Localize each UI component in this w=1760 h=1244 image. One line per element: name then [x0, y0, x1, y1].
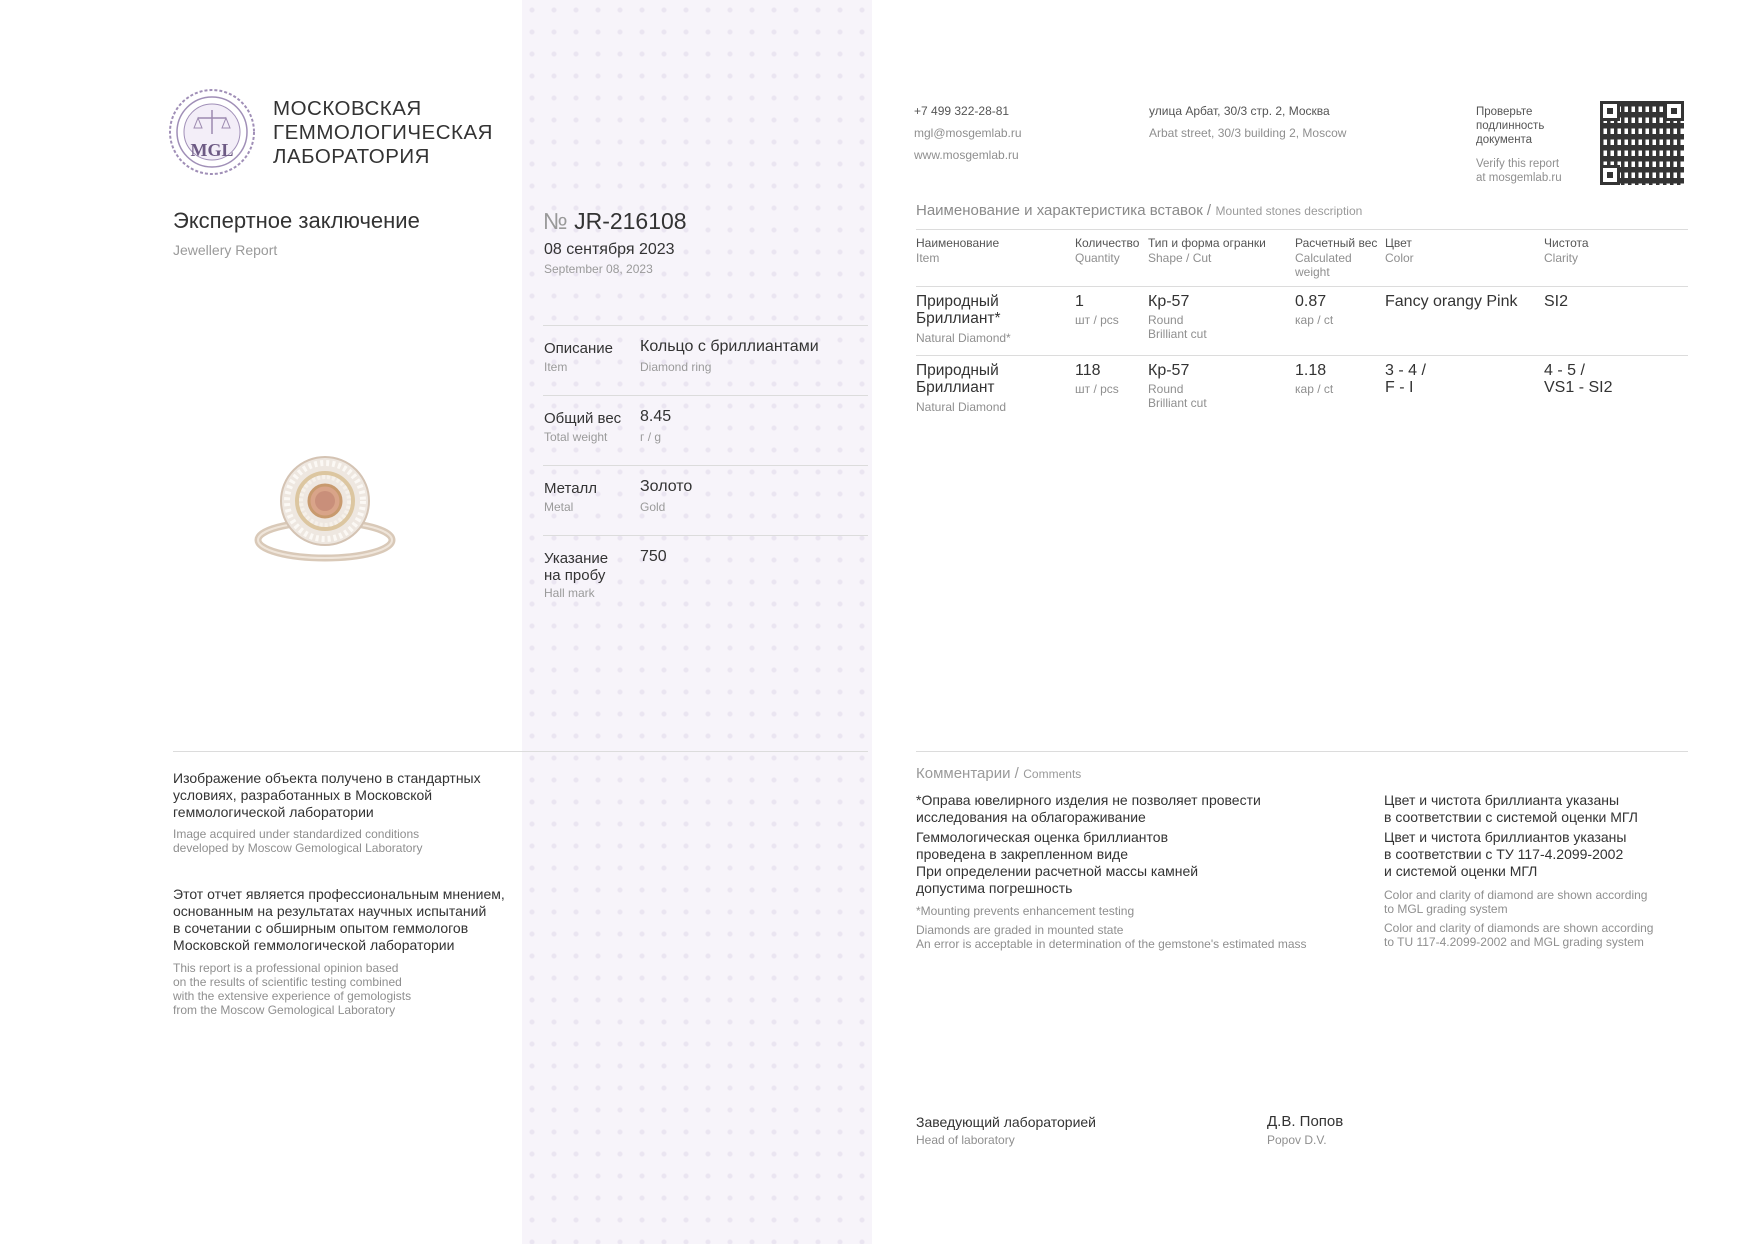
detail-label-ru: Указание на пробу — [544, 550, 609, 584]
detail-label-en: Metal — [544, 500, 574, 514]
lab-logo — [168, 88, 256, 176]
detail-label-en: Hall mark — [544, 586, 595, 600]
detail-divider — [543, 465, 868, 466]
disclaimer-en: This report is a professional opinion based on the results of scientific testing combined with the extensive experience of gemologists from the Moscow Gemological Laboratory — [173, 961, 412, 1017]
detail-divider — [543, 395, 868, 396]
report-date-en: September 08, 2023 — [544, 262, 653, 276]
ring-image — [250, 455, 400, 565]
table-rule — [916, 286, 1688, 287]
stone-cut-ru: Кр-57 — [1148, 293, 1190, 310]
stone-color: Fancy orangy Pink — [1385, 293, 1518, 310]
stone-clarity: SI2 — [1544, 293, 1569, 310]
verify-text-ru: Проверьте подлинность документа — [1476, 106, 1545, 146]
background-pattern-band — [522, 0, 872, 1244]
table-header-row — [916, 235, 1688, 283]
comment-en: *Mounting prevents enhancement testing — [916, 904, 1135, 918]
detail-value-ru: 8.45 — [640, 408, 672, 425]
verify-text-en: Verify this report at mosgemlab.ru — [1476, 158, 1562, 184]
stones-heading-en: Mounted stones description — [1215, 204, 1363, 218]
detail-divider — [543, 325, 868, 326]
comment-en: Diamonds are graded in mounted state An error is acceptable in determination of the gemstone's estimated mass — [916, 923, 1307, 951]
comment-ru: Цвет и чистота бриллианта указаны в соответствии с системой оценки МГЛ — [1384, 792, 1638, 825]
table-top-rule — [916, 229, 1688, 230]
comment-en: Color and clarity of diamonds are shown according to TU 117-4.2099-2002 and MGL grading system — [1384, 921, 1654, 949]
table-row — [916, 293, 1688, 353]
comment-ru: Цвет и чистота бриллиантов указаны в соответствии с ТУ 117-4.2099-2002 и системой оценки МГЛ — [1384, 829, 1627, 879]
comments-heading — [916, 765, 1081, 783]
report-title-en: Jewellery Report — [173, 242, 278, 258]
column-header: Расчетный вес Calculated weight — [1295, 236, 1378, 279]
comments-heading-en: Comments — [1023, 767, 1082, 781]
stone-weight-unit: кар / ct — [1295, 382, 1334, 396]
stone-color: 3 - 4 / F - I — [1385, 362, 1426, 396]
table-row — [916, 362, 1688, 422]
column-header: Чистота Clarity — [1544, 236, 1589, 265]
qr-code[interactable] — [1600, 101, 1684, 185]
signature-role-ru: Заведующий лабораторией — [916, 1114, 1096, 1130]
logo-monogram: MGL — [190, 140, 234, 160]
image-note-ru: Изображение объекта получено в стандартных условиях, разработанных в Московской геммологической лаборатории — [173, 770, 481, 820]
stone-quantity-unit: шт / pcs — [1075, 382, 1119, 396]
stone-cut-ru: Кр-57 — [1148, 362, 1190, 379]
detail-value-en: Diamond ring — [640, 360, 712, 374]
column-header: Цвет Color — [1385, 236, 1414, 265]
image-note-en: Image acquired under standardized conditions developed by Moscow Gemological Laboratory — [173, 827, 423, 855]
report-date-ru: 08 сентября 2023 — [544, 241, 675, 258]
stones-heading-ru: Наименование и характеристика вставок / — [916, 202, 1212, 219]
table-rule — [916, 355, 1688, 356]
detail-label-en: Item — [544, 360, 568, 374]
signature-name-ru: Д.В. Попов — [1267, 1113, 1344, 1130]
detail-value-en: Gold — [640, 500, 666, 514]
column-header: Тип и форма огранки Shape / Cut — [1148, 236, 1266, 265]
stone-clarity: 4 - 5 / VS1 - SI2 — [1544, 362, 1613, 396]
column-header: Количество Quantity — [1075, 236, 1140, 265]
detail-value-ru: Золото — [640, 478, 693, 495]
comment-en: Color and clarity of diamond are shown according to MGL grading system — [1384, 888, 1648, 916]
detail-label-en: Total weight — [544, 430, 608, 444]
report-number — [543, 208, 687, 235]
detail-label-ru: Металл — [544, 480, 598, 497]
stones-heading — [916, 202, 1362, 220]
signature-role-en: Head of laboratory — [916, 1133, 1015, 1147]
disclaimer-ru: Этот отчет является профессиональным мнением, основанным на результатах научных испытаний в сочетании с обширным опытом геммологов Московской геммологической лаборатории — [173, 886, 505, 953]
detail-label-ru: Описание — [544, 340, 614, 357]
comment-ru: Геммологическая оценка бриллиантов проведена в закрепленном виде — [916, 829, 1169, 862]
detail-value-en: г / g — [640, 430, 662, 444]
stone-name-en: Natural Diamond — [916, 400, 1007, 414]
detail-value-ru: Кольцо с бриллиантами — [640, 338, 819, 355]
phone-number: +7 499 322-28-81 — [914, 104, 1010, 118]
section-divider-left — [173, 751, 868, 752]
section-divider-right — [916, 751, 1688, 752]
website-link[interactable]: www.mosgemlab.ru — [914, 148, 1019, 162]
signature-name-en: Popov D.V. — [1267, 1133, 1327, 1147]
stone-quantity-unit: шт / pcs — [1075, 313, 1119, 327]
lab-name: МОСКОВСКАЯ ГЕММОЛОГИЧЕСКАЯ ЛАБОРАТОРИЯ — [273, 97, 493, 168]
detail-divider — [543, 535, 868, 536]
stone-weight: 1.18 — [1295, 362, 1327, 379]
stone-quantity: 118 — [1075, 362, 1101, 379]
report-title-ru: Экспертное заключение — [173, 208, 420, 233]
stone-name-ru: Природный Бриллиант — [916, 362, 999, 396]
number-sign: № — [543, 208, 568, 234]
comment-ru: *Оправа ювелирного изделия не позволяет провести исследования на облагораживание — [916, 792, 1261, 825]
detail-value-ru: 750 — [640, 548, 667, 565]
stone-weight: 0.87 — [1295, 293, 1327, 310]
detail-label-ru: Общий вес — [544, 410, 622, 427]
column-header: Наименование Item — [916, 236, 1000, 265]
stone-quantity: 1 — [1075, 293, 1084, 310]
stone-weight-unit: кар / ct — [1295, 313, 1334, 327]
report-number-value: JR-216108 — [574, 208, 687, 234]
stone-name-ru: Природный Бриллиант* — [916, 293, 1001, 327]
email-link[interactable]: mgl@mosgemlab.ru — [914, 126, 1022, 140]
address-en: Arbat street, 30/3 building 2, Moscow — [1149, 126, 1347, 140]
stone-name-en: Natural Diamond* — [916, 331, 1011, 345]
comment-ru: При определении расчетной массы камней допустима погрешность — [916, 863, 1199, 896]
comments-heading-ru: Комментарии / — [916, 765, 1019, 782]
stone-cut-en: Round Brilliant cut — [1148, 382, 1207, 410]
stone-cut-en: Round Brilliant cut — [1148, 313, 1207, 341]
address-ru: улица Арбат, 30/3 стр. 2, Москва — [1149, 104, 1330, 118]
